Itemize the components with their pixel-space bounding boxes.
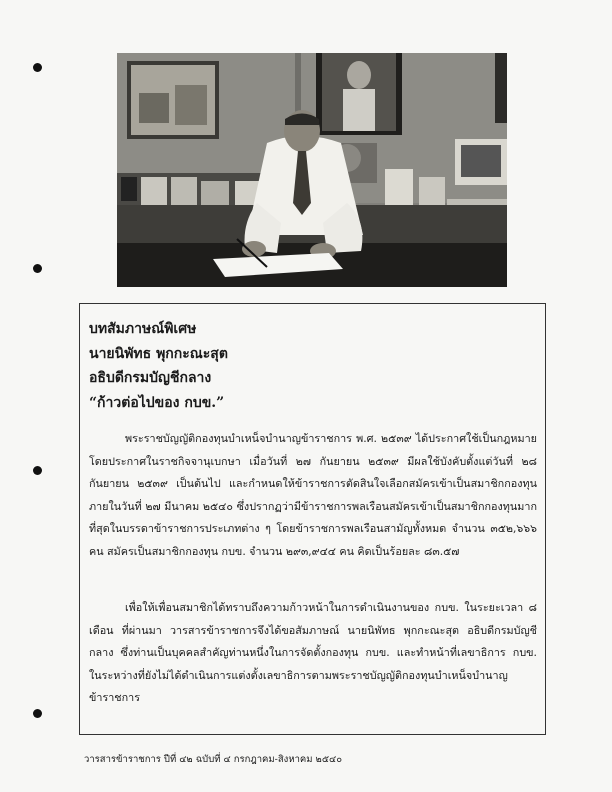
punch-hole bbox=[33, 264, 42, 273]
body-paragraph-1: พระราชบัญญัติกองทุนบำเหน็จบำนาญข้าราชการ พ.ศ. ๒๕๓๙ ได้ประกาศใช้เป็นกฎหมาย โดยประกาศในราชกิจจานุเบกษา เมื่อวันที่ ๒๗ กันยายน ๒๕๓๙ มีผลใช้บังคับตั้งแต่วันที่ ๒๘ กันยายน ๒๕๓๙ เป็นต้นไป และกำหนดให้ข้าราชการตัดสินใจเลือกสมัครเข้าเป็นสมาชิกกองทุน ภายในวันที่ ๒๗ มีนาคม ๒๕๔๐ ซึ่งปรากฏว่ามีข้าราชการพลเรือนสมัครเข้าเป็นสมาชิกกองทุนมากที่สุดในบรรดาข้าราชการประเภทต่าง ๆ โดยข้าราชการพลเรือนสามัญทั้งหมด จำนวน ๓๕๒,๖๖๖ คน สมัครเป็นสมาชิกกองทุน กบข. จำนวน ๒๙๓,๙๔๔ คน คิดเป็นร้อยละ ๘๓.๕๗ bbox=[89, 432, 537, 558]
interview-photo bbox=[117, 53, 507, 287]
photo-office-scene bbox=[117, 53, 507, 287]
interview-title: บทสัมภาษณ์พิเศษ bbox=[89, 321, 197, 337]
interview-quote: “ก้าวต่อไปของ กบข.” bbox=[89, 395, 225, 411]
interviewee-position: อธิบดีกรมบัญชีกลาง bbox=[89, 370, 212, 386]
journal-footer: วารสารข้าราชการ ปีที่ ๔๒ ฉบับที่ ๔ กรกฎาคม-สิงหาคม ๒๕๔๐ bbox=[84, 754, 342, 765]
punch-hole bbox=[33, 63, 42, 72]
body-paragraph-2: เพื่อให้เพื่อนสมาชิกได้ทราบถึงความก้าวหน้าในการดำเนินงานของ กบข. ในระยะเวลา ๘ เดือน ที่ผ่านมา วารสารข้าราชการจึงได้ขอสัมภาษณ์ นายนิพัทธ พุกกะณะสุต อธิบดีกรมบัญชีกลาง ซึ่งท่านเป็นบุคคลสำคัญท่านหนึ่งในการจัดตั้งกองทุน กบข. และทำหน้าที่เลขาธิการ กบข. ในระหว่างที่ยังไม่ได้ดำเนินการแต่งตั้งเลขาธิการตามพระราชบัญญัติกองทุนบำเหน็จบำนาญข้าราชการ bbox=[89, 601, 537, 704]
punch-hole bbox=[33, 466, 42, 475]
punch-hole bbox=[33, 709, 42, 718]
interviewee-name: นายนิพัทธ พุกกะณะสุต bbox=[89, 346, 228, 362]
